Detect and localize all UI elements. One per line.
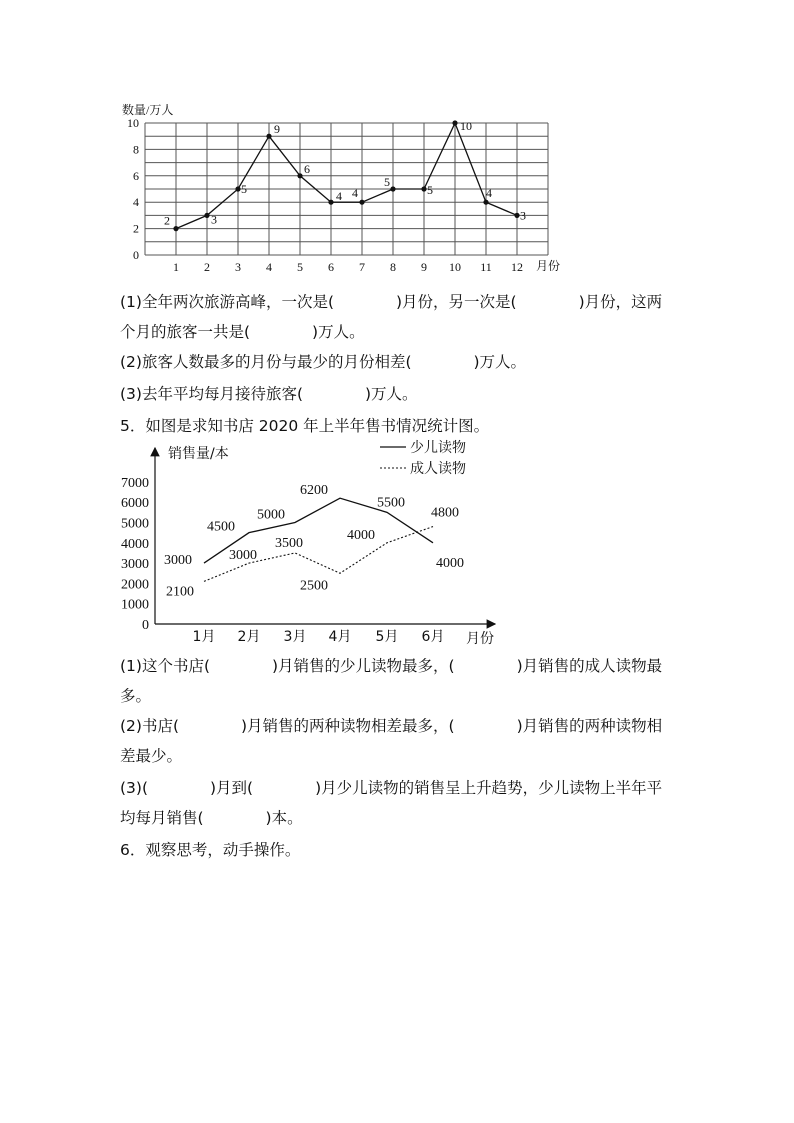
y-tick-label: 4 (133, 195, 139, 210)
data-label: 5500 (377, 495, 405, 511)
data-point (359, 200, 364, 205)
x-tick-label: 8 (390, 260, 396, 274)
data-label: 3500 (275, 535, 303, 551)
x-tick-label: 3 (235, 260, 241, 274)
x-tick-label: 2 (204, 260, 210, 274)
chart1-data-labels (164, 119, 526, 228)
q4-line-2: 个月的旅客一共是( )万人。 (120, 323, 365, 341)
q5-line-5: (3)( )月到( )月少儿读物的销售呈上升趋势，少儿读物上半年平 (120, 779, 663, 797)
data-label: 4 (336, 189, 342, 204)
q4-line-1: (1)全年两次旅游高峰，一次是( )月份，另一次是( )月份，这两 (120, 293, 663, 311)
data-point (204, 213, 209, 218)
x-tick-label: 12 (511, 260, 523, 274)
chart2-x-ticks (193, 629, 445, 645)
x-tick-label: 1 (173, 260, 179, 274)
data-label: 3 (520, 208, 526, 223)
data-point (235, 186, 240, 191)
chart2-ylabel: 销售量/本 (168, 446, 229, 462)
chart2-xlabel: 月份 (466, 631, 494, 647)
data-point (297, 173, 302, 178)
chart2-y-ticks (121, 476, 149, 633)
data-point (390, 186, 395, 191)
q5-line-4: 差最少。 (120, 747, 183, 765)
data-label: 10 (460, 119, 472, 133)
q5-line-2: 多。 (120, 687, 152, 705)
data-point (266, 134, 271, 139)
chart2-data-labels (164, 483, 464, 599)
chart1-ylabel: 数量/万人 (122, 103, 174, 117)
q5-line-1: (1)这个书店( )月销售的少儿读物最多，( )月销售的成人读物最 (120, 657, 663, 675)
x-tick-label: 9 (421, 260, 427, 274)
data-label: 4800 (431, 505, 459, 521)
q4-line-3: (2)旅客人数最多的月份与最少的月份相差( )万人。 (120, 353, 527, 371)
x-tick-label: 6月 (421, 629, 445, 645)
y-tick-label: 3000 (121, 557, 149, 573)
data-label: 5 (384, 175, 390, 189)
y-tick-label: 2000 (121, 577, 149, 593)
x-tick-label: 1月 (192, 629, 216, 645)
y-tick-label: 6 (133, 168, 139, 183)
chart2-legend (380, 439, 466, 477)
data-point (483, 200, 488, 205)
data-label: 4 (486, 186, 492, 201)
x-tick-label: 3月 (283, 629, 307, 645)
y-tick-label: 5000 (121, 516, 149, 532)
data-label: 3000 (229, 548, 257, 564)
data-label: 2 (164, 213, 170, 228)
data-label: 6200 (300, 483, 328, 499)
data-label: 2500 (300, 578, 328, 594)
x-tick-label: 6 (328, 260, 334, 274)
q5-line-3: (2)书店( )月销售的两种读物相差最多，( )月销售的两种读物相 (120, 717, 663, 735)
data-label: 4000 (436, 555, 464, 571)
y-tick-label: 7000 (121, 475, 149, 491)
q6-title: 6．观察思考，动手操作。 (120, 841, 301, 859)
y-tick-label: 0 (133, 248, 139, 262)
x-tick-label: 4 (266, 260, 272, 274)
data-label: 5 (241, 182, 247, 196)
x-tick-label: 7 (359, 260, 365, 274)
data-label: 4 (352, 186, 358, 201)
q5-title: 5．如图是求知书店 2020 年上半年售书情况统计图。 (120, 417, 490, 435)
x-tick-label: 11 (480, 260, 492, 274)
x-tick-label: 2月 (237, 629, 261, 645)
y-tick-label: 1000 (121, 597, 149, 613)
data-point (514, 213, 519, 218)
data-label: 3 (211, 212, 217, 227)
data-label: 4000 (347, 527, 375, 543)
book-sales-line-chart (0, 436, 794, 651)
q4-line-4: (3)去年平均每月接待旅客( )万人。 (120, 385, 418, 403)
y-tick-label: 10 (127, 116, 139, 130)
x-tick-label: 5月 (375, 629, 399, 645)
chart1-y-ticks (127, 116, 139, 262)
q5-line-6: 均每月销售( )本。 (120, 809, 303, 827)
data-point (328, 200, 333, 205)
data-label: 9 (274, 122, 280, 137)
data-point (421, 186, 426, 191)
y-tick-label: 6000 (121, 496, 149, 512)
y-tick-label: 8 (133, 142, 139, 157)
y-tick-label: 2 (133, 221, 139, 236)
data-label: 5 (427, 183, 433, 197)
legend-children-label: 少儿读物 (410, 440, 466, 456)
y-tick-label: 4000 (121, 536, 149, 552)
legend-adult-label: 成人读物 (410, 461, 466, 477)
data-label: 5000 (257, 507, 285, 523)
data-label: 3000 (164, 553, 192, 569)
y-tick-label: 0 (142, 618, 149, 633)
chart1-x-ticks (173, 260, 523, 274)
x-tick-label: 5 (297, 260, 303, 274)
data-label: 2100 (166, 584, 194, 600)
x-tick-label: 4月 (328, 629, 352, 645)
data-point (452, 120, 457, 125)
data-label: 6 (304, 161, 310, 176)
x-tick-label: 10 (449, 260, 461, 274)
data-point (173, 226, 178, 231)
chart1-xlabel: 月份 (536, 259, 561, 273)
data-label: 4500 (207, 519, 235, 535)
